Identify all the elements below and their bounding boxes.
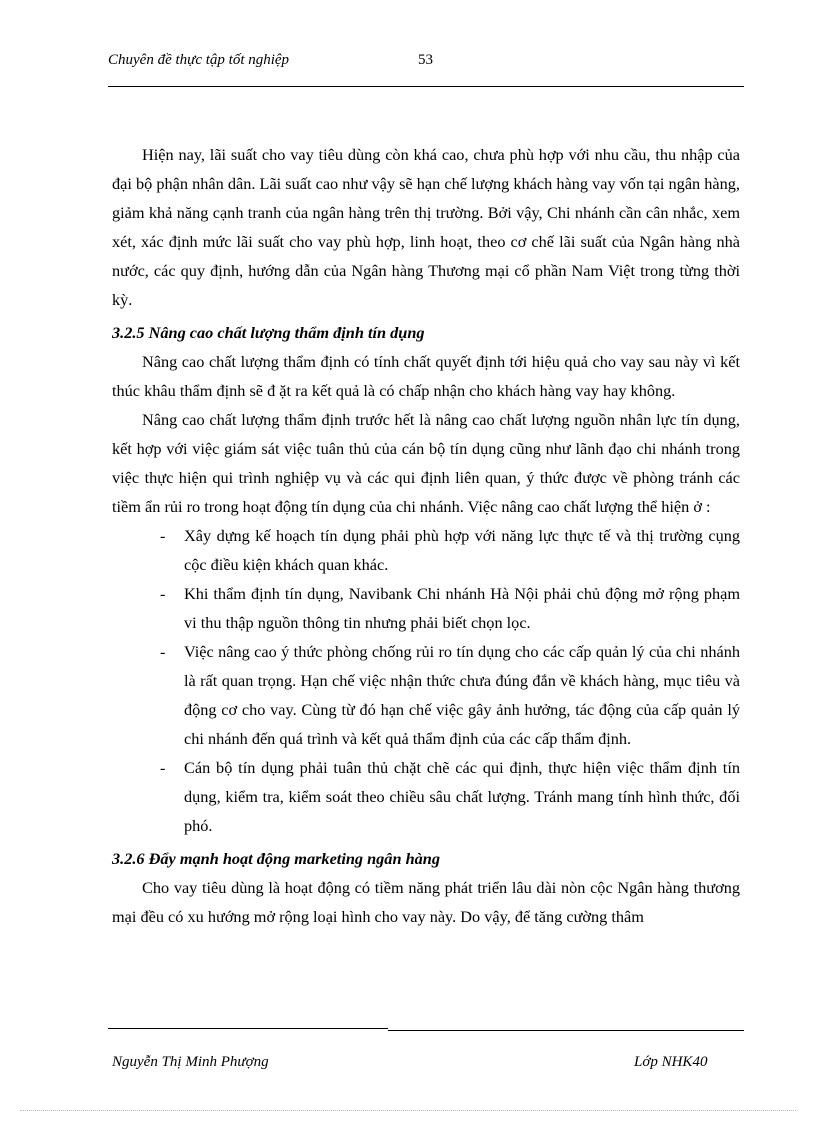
section-325-paragraph-1: Nâng cao chất lượng thẩm định có tính chất quyết định tới hiệu quả cho vay sau này vì kết thúc khâu thẩm định sẽ đ ặt ra kết quả là có chấp nhận cho khách hàng vay hay không.	[112, 352, 740, 400]
section-325-heading: 3.2.5 Nâng cao chất lượng thẩm định tín dụng	[112, 323, 425, 342]
document-body	[112, 140, 740, 931]
list-item: - Cán bộ tín dụng phải tuân thủ chặt chẽ các qui định, thực hiện việc thẩm định tín dụng, kiểm tra, kiểm soát theo chiều sâu chất lượng. Tránh mang tính hình thức, đối phó.	[184, 753, 740, 840]
section-326-heading: 3.2.6 Đẩy mạnh hoạt động marketing ngân hàng	[112, 849, 440, 868]
page-bottom-border	[20, 1110, 796, 1111]
page-number: 53	[418, 52, 433, 68]
intro-paragraph: Hiện nay, lãi suất cho vay tiêu dùng còn khá cao, chưa phù hợp với nhu cầu, thu nhập của đại bộ phận nhân dân. Lãi suất cao như vậy sẽ hạn chế lượng khách hàng vay vốn tại ngân hàng, giảm khả năng cạnh tranh của ngân hàng trên thị trường. Bởi vậy, Chi nhánh cần cân nhắc, xem xét, xác định mức lãi suất cho vay phù hợp, linh hoạt, theo cơ chế lãi suất của Ngân hàng nhà nước, các quy định, hướng dẫn của Ngân hàng Thương mại cổ phần Nam Việt trong từng thời kỳ.	[112, 145, 740, 309]
section-325-bullet-list	[112, 521, 740, 840]
page-header	[108, 52, 744, 88]
header-title: Chuyên đề thực tập tốt nghiệp	[108, 52, 290, 68]
list-item: - Khi thẩm định tín dụng, Navibank Chi nhánh Hà Nội phải chủ động mở rộng phạm vi thu thập nguồn thông tin nhưng phải biết chọn lọc.	[184, 579, 740, 637]
footer-divider-right	[388, 1030, 744, 1031]
header-divider	[108, 86, 744, 87]
section-326-paragraph-1: Cho vay tiêu dùng là hoạt động có tiềm năng phát triển lâu dài nòn cộc Ngân hàng thương mại đều có xu hướng mở rộng loại hình cho vay này. Do vậy, để tăng cường thâm	[112, 878, 740, 926]
section-325-paragraph-2: Nâng cao chất lượng thẩm định trước hết là nâng cao chất lượng nguồn nhân lực tín dụng, kết hợp với việc giám sát việc tuân thủ của cán bộ tín dụng cũng như lãnh đạo chi nhánh trong việc thực hiện qui trình nghiệp vụ và các qui định liên quan, ý thức được về phòng tránh các tiềm ẩn rủi ro trong hoạt động tín dụng của chi nhánh. Việc nâng cao chất lượng thể hiện ở :	[112, 410, 740, 516]
footer-divider-left	[108, 1028, 388, 1029]
footer-class: Lớp NHK40	[634, 1054, 708, 1070]
list-item: - Việc nâng cao ý thức phòng chống rủi ro tín dụng cho các cấp quản lý của chi nhánh là rất quan trọng. Hạn chế việc nhận thức chưa đúng đắn về khách hàng, mục tiêu và động cơ cho vay. Cùng từ đó hạn chế việc gây ảnh hưởng, tác động của cấp quản lý chi nhánh đến quá trình và kết quả thẩm định của các cấp thẩm định.	[184, 637, 740, 753]
footer-author: Nguyễn Thị Minh Phượng	[112, 1054, 269, 1070]
list-item: - Xây dựng kế hoạch tín dụng phải phù hợp với năng lực thực tế và thị trường cụng cộc điều kiện khách quan khác.	[184, 521, 740, 579]
